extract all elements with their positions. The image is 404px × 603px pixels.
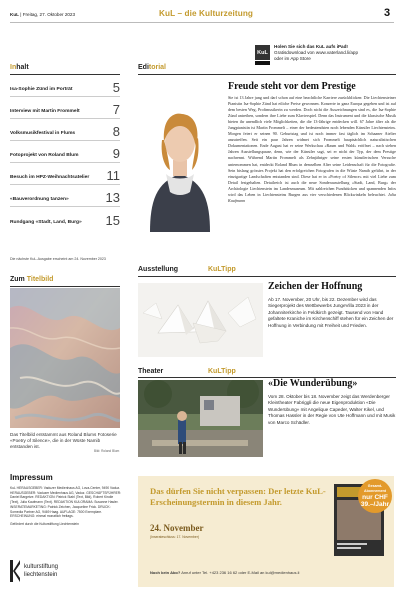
cover-credit: Bild: Roland Blum	[94, 449, 120, 453]
subscription-price-badge[interactable]: Gesamt- Abonnement nur CHF 39.–/Jahr	[358, 479, 392, 513]
toc-item[interactable]: Interview mit Martin Frommelt 7	[10, 97, 120, 119]
kulturstiftung-logo-icon	[10, 560, 20, 582]
toc-item[interactable]: Rundgang «Stadt, Land, Burg» 15	[10, 213, 120, 228]
promo-headline: Das dürfen Sie nicht verpassen: Der letzte KuL-Erscheinungstermin in diesem Jahr.	[150, 486, 326, 507]
ausstellung-tipp-label: KuLTipp	[208, 266, 236, 273]
promo-date: 24. November	[150, 523, 204, 533]
next-issue-note: Die nächste KuL-Ausgabe erscheint am 24. November 2023	[10, 257, 106, 261]
toc-item[interactable]: Isa-Sophie Zünd im Porträt 5	[10, 75, 120, 97]
titelbild-heading: Zum Titelbild	[10, 276, 54, 283]
header-divider	[10, 22, 394, 23]
editor-portrait	[138, 82, 222, 232]
titelbild-rule	[10, 286, 120, 287]
theater-headline: «Die Wunderübung»	[268, 378, 358, 389]
cover-photo	[10, 288, 120, 428]
ausstellung-headline: Zeichen der Hoffnung	[268, 281, 363, 292]
editorial-headline: Freude steht vor dem Prestige	[228, 81, 356, 92]
header-date: KuL | Freitag, 27. Oktober 2023	[10, 12, 76, 17]
page-number: 3	[384, 7, 391, 19]
editorial-body: Sie ist 13 Jahre jung und darf schon auf eine beachtliche Karriere zurückblicken: Die Liechtensteiner Pianistin Isa-Sophie Zünd hat etliche Preise gewonnen. Konzerte in ganz Europa gegeben und ist auf dem besten Weg, Profimusikerin zu werden. Doch nicht die Auszeichnungen sind es, die Isa-Sophie Zünd antreiben, sondern ihre Liebe zum Klavierspiel. Denn das Instrument und die klassische Musik bieten ihr unendlich viele Möglichkeiten, die die 13-Jährige entdecken will. 67 Jahre älter als die Jungpianistin ist Martin Frommelt – einer der bedeutendsten noch lebenden Künstler Liechtensteins. Morgen feiert er seinen 90. Geburtstag und ist noch immer fast täglich im Schaaner Atelier anzutreffen. Seit ein paar Jahren widmet sich Frommelt hauptsächlich naturalistischen Dokumentationen. Ende August hat er seine Werkschau «Raum und Wald» eröffnet – nach sieben Jahren Ausstellungspause, denn, wie der Künstler sagt, sei er nicht der Typ, der dem Prestige nachrennt. Während Martin Frommelt als Zehnjähriger seine ersten künstlerischen Versuche unternommen hat, entdeckt Roland Blum in demselben Alter seine Leidenschaft für die Fotografie. Sein bislang grösstes Projekt hat den erfolgreichen Fotografen in die Wüste Namib geführt, in der einzigartige Landschaften entstanden sind. Diese hat er in «Poetry of Silence» mit viel Liebe zum Detail festgehalten. Detailreich ist auch die neue Sonderausstellung «Stadt, Land, Burg» der Archäologie Liechtenstein im Landesmuseum. Mit zahlreichen Fundstücken und spannenden Infos wird das Leben in Liechtensteins Burgen aus vier verschiedenen Blickwinkeln beleuchtet. Julia Kaufmann	[228, 95, 396, 203]
newspaper-title: KuL – die Kulturzeitung	[159, 9, 254, 18]
kulturstiftung-logo-text: kulturstiftung liechtenstein	[24, 564, 59, 578]
editorial-signature: Julia Kaufmann	[228, 191, 396, 203]
app-promo-text: Holen Sie sich das KuL aufs iPad! Gratisdownload von www.vaterland.li/app oder im App Store	[274, 44, 359, 62]
origami-cranes-photo	[138, 283, 263, 357]
cover-caption: Das Titelbild entstammt aus Roland Blums Fotoserie «Poetry of Silence», die in der Wüste Namib entstanden ist.	[10, 432, 117, 449]
subscription-contact-line: Noch kein Abo? Anruf unter Tel. +423 236 16 62 oder E-Mail an kul@medienhaus.li	[150, 570, 300, 575]
toc-item[interactable]: Fotoprojekt von Roland Blum 9	[10, 141, 120, 163]
kul-app-icon: KuL	[255, 45, 270, 60]
editorial-heading: Editorial	[138, 64, 167, 71]
theater-body: Vom 28. Oktober bis 18. November zeigt das Werdenberger Kleintheater Fabriggli die neue Eigenproduktion «Die Wunderübung» mit Angelique Capeder, Walter Kikel, und Thomas Hassler in der Regie von Ute Hoffmann und mit Musik von Marco Schädler.	[268, 394, 396, 425]
impressum-text: KuL HERAUSGEBER: Vaduzer Medienhaus AG, Lova-Center, 9490 Vaduz. HERAUSGEBER: Vaduzer Medienhaus AG, Vaduz. GESCHÄFTSFÜHRER: Daniel Bargetze. REDAKTION: Patrick Stahl (Text, Bild), Robert Kindle (Text), Julia Kaufmann (Text). REDAKTION KULORAMA: Susanne Hasler. INSERATEMARKETING: Patrick Zeichen, Jacqueline Frick. DRUCK: Somedia Partner AG, 9469 Haag. AUFLAGE: 7500 Exemplare. ERSCHEINUNG: einmal monatlich freitags. Gefördert durch die Kulturstiftung Liechtenstein	[10, 486, 122, 526]
promo-date-note: (Inserateschluss: 17. November)	[150, 535, 199, 539]
theater-heading: Theater	[138, 368, 164, 375]
theater-tipp-label: KuLTipp	[208, 368, 236, 375]
ausstellung-heading: Ausstellung	[138, 266, 179, 273]
theater-photo	[138, 380, 263, 457]
toc-item[interactable]: Besuch im HPZ-Weihnachtsatelier 11	[10, 163, 120, 185]
toc-item[interactable]: «Bauverordnung tanzen» 13	[10, 185, 120, 207]
inhalt-heading: Inhalt	[10, 64, 29, 71]
app-store-badge	[255, 61, 270, 65]
impressum-heading: Impressum	[10, 473, 53, 482]
toc-item[interactable]: Volksmusikfestival in Flums 8	[10, 119, 120, 141]
ausstellung-rule	[138, 276, 396, 277]
editorial-rule	[138, 74, 396, 75]
ausstellung-body: Ab 17. November, 20 Uhr, bis 22. Dezember wird das Siegerprojekt des Wettbewerbs JungeVilla 2023 in der Johanniterkirche in Feldkirch gezeigt. Tausend von Hand gefaltete Kraniche im Kirchenschiff stehen für ein Zeichen der Hoffnung in Verbindung mit Freiheit und Frieden.	[268, 297, 394, 328]
